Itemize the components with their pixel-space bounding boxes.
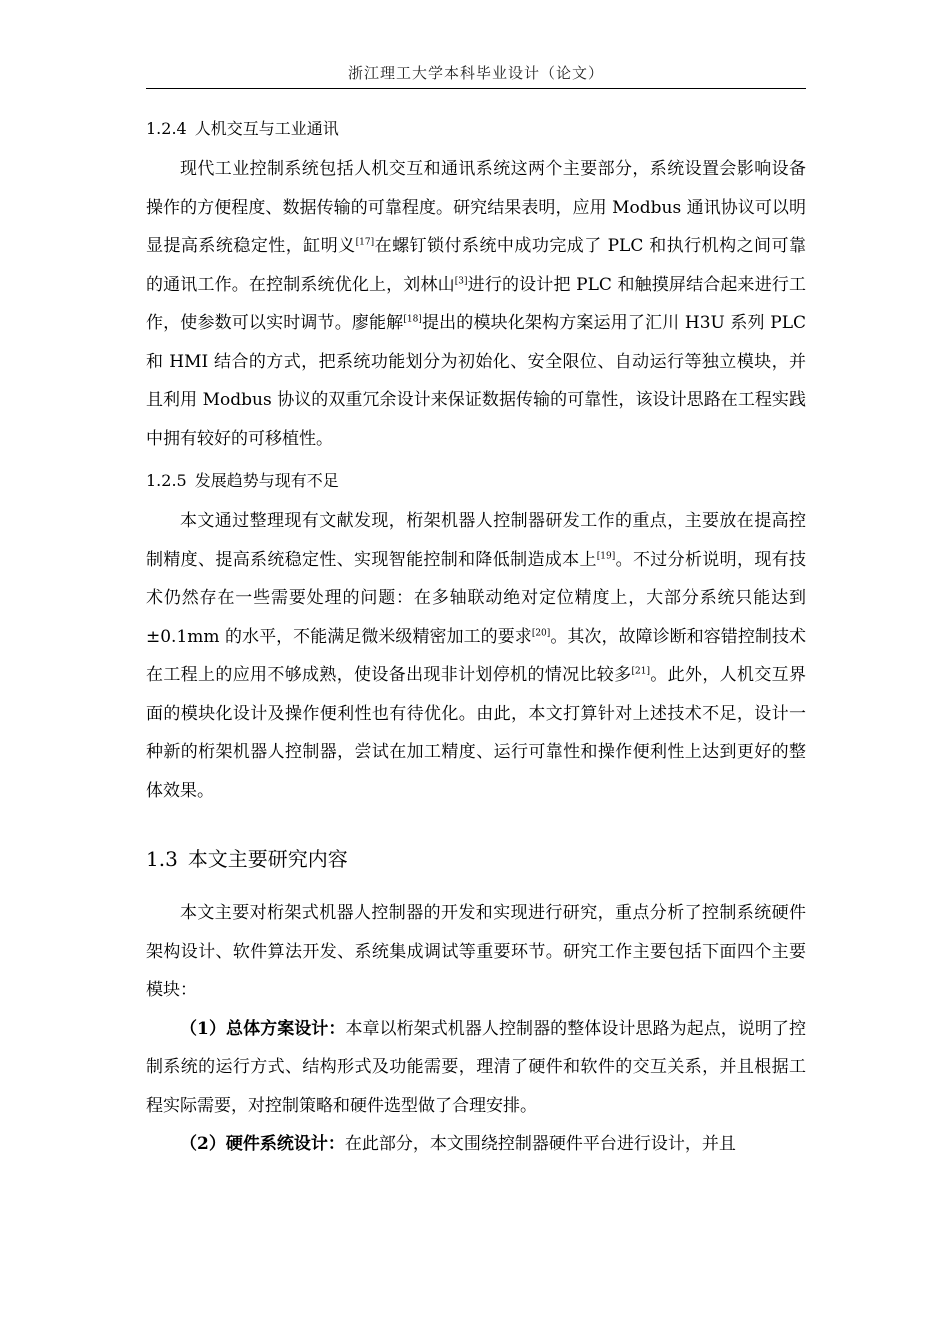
header-rule [146,88,806,89]
citation: [21] [631,666,650,677]
citation: [17] [355,237,375,248]
text-run: 提出的模块化架构方案运用了汇川 H3U 系列 PLC 和 HMI 结合的方式，把系统功能划分为初始化、安全限位、自动运行等独立模块，并且利用 Modbus 协议的双重冗余设计来保证数据传输的可靠性，该设计思路在工程实践中拥有较好的可移植性。 [146,313,807,449]
page-body [146,112,806,1164]
text-run: 在此部分，本文围绕控制器硬件平台进行设计，并且 [344,1134,736,1154]
section-title: 本文主要研究内容 [187,847,348,871]
citation: [19] [596,550,616,561]
paragraph-hmi-communication [146,150,806,458]
text-run: 本文主要对桁架式机器人控制器的开发和实现进行研究，重点分析了控制系统硬件架构设计、软件算法开发、系统集成调试等重要环节。研究工作主要包括下面四个主要模块： [146,903,806,1000]
text-run: 在螺钉锁付系统中成功完成了 PLC 和执行机构之间可靠的通讯工作。在控制系统优化上，刘林山 [146,236,806,295]
section-title: 发展趋势与现有不足 [194,471,339,490]
text-run: 本文通过整理现有文献发现，桁架机器人控制器研发工作的重点，主要放在提高控制精度、提高系统稳定性、实现智能控制和降低制造成本上 [146,511,806,570]
item-lead: （1）总体方案设计： [180,1018,346,1039]
paragraph-research-intro [146,894,806,1010]
section-title: 人机交互与工业通讯 [194,119,339,138]
text-run: 进行的设计把 PLC 和触摸屏结合起来进行工作，使参数可以实时调节。廖能解 [146,274,807,333]
citation: [18] [403,314,422,325]
citation: [20] [531,627,551,638]
item-lead: （2）硬件系统设计： [180,1134,345,1154]
section-number: 1.2.4 [146,119,187,138]
text-run: 本章以桁架式机器人控制器的整体设计思路为起点，说明了控制系统的运行方式、结构形式及功能需要，理清了硬件和软件的交互关系，并且根据工程实际需要，对控制策略和硬件选型做了合理安排。 [146,1018,806,1116]
text-run: 。不过分析说明，现有技术仍然存在一些需要处理的问题：在多轴联动绝对定位精度上，大部分系统只能达到±0.1mm 的水平，不能满足微米级精密加工的要求 [146,549,807,647]
section-heading-1-2-4 [146,112,806,146]
section-heading-1-2-5 [146,464,806,498]
section-number: 1.2.5 [146,471,187,490]
section-heading-1-3 [146,842,806,876]
section-number: 1.3 [146,847,178,871]
text-run: 。此外，人机交互界面的模块化设计及操作便利性也有待优化。由此，本文打算针对上述技术不足，设计一种新的桁架机器人控制器，尝试在加工精度、运行可靠性和操作便利性上达到更好的整体效果。 [146,665,807,801]
paragraph-hardware-design [146,1125,806,1164]
page-header: 浙江理工大学本科毕业设计（论文） [347,64,604,82]
paragraph-trends-shortcomings [146,502,806,810]
text-run: 。其次，故障诊断和容错控制技术在工程上的应用不够成熟，使设备出现非计划停机的情况比较多 [146,626,806,685]
text-run: 现代工业控制系统包括人机交互和通讯系统这两个主要部分，系统设置会影响设备操作的方便程度、数据传输的可靠程度。研究结果表明，应用 Modbus 通讯协议可以明显提高系统稳定性，缸明义 [146,159,806,256]
citation: [3] [454,275,468,286]
paragraph-overall-design [146,1010,806,1126]
